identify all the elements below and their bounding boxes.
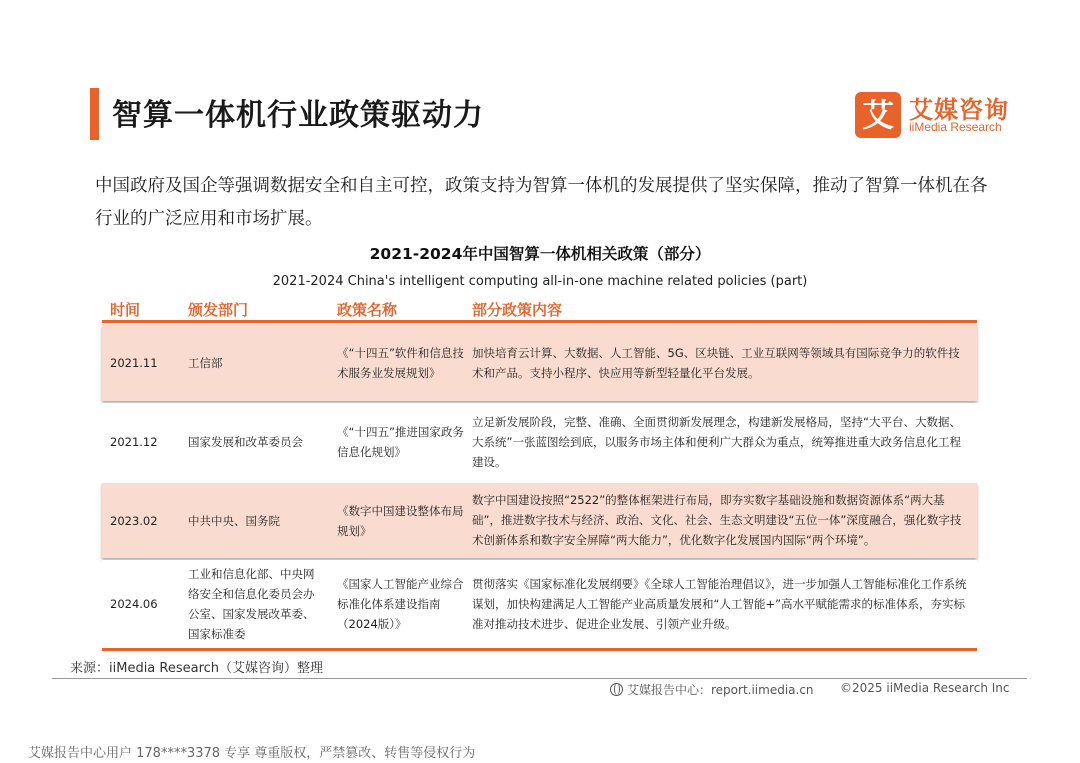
row-time: 2023.02 [110, 513, 158, 528]
row-policy-content: 加快培育云计算、大数据、人工智能、5G、区块链、工业互联网等领域具有国际竞争力的软件技术和产品。支持小程序、快应用等新型轻量化平台发展。 [472, 346, 960, 380]
user-watermark: 艾媒报告中心用户 178****3378 专享 尊重版权，严禁篡改、转售等侵权行为 [28, 746, 476, 761]
table-row [102, 403, 977, 481]
source-note: 来源：iiMedia Research（艾媒咨询）整理 [70, 661, 324, 676]
table-row [102, 560, 977, 648]
footer-divider [52, 678, 1027, 679]
logo-en-text: iiMedia Research [909, 120, 1002, 134]
row-dept: 国家发展和改革委员会 [188, 435, 303, 449]
title-accent-bar [90, 88, 99, 140]
intro-paragraph: 中国政府及国企等强调数据安全和自主可控，政策支持为智算一体机的发展提供了坚实保障，推动了智算一体机在各行业的广泛应用和市场扩展。 [95, 176, 988, 229]
table-title-cn: 2021-2024年中国智算一体机相关政策（部分） [369, 245, 711, 263]
table-bottom-rule [102, 648, 977, 651]
globe-icon [610, 683, 623, 696]
row-policy-content: 立足新发展阶段，完整、准确、全面贯彻新发展理念，构建新发展格局，坚持“大平台、大数据、大系统”一张蓝图绘到底，以服务市场主体和便利广大群众为重点，统筹推进重大政务信息化工程建设。 [472, 415, 961, 469]
iimedia-logo [855, 90, 1025, 140]
row-dept: 工业和信息化部、中央网络安全和信息化委员会办公室、国家发展改革委、国家标准委 [188, 567, 315, 641]
header-time: 时间 [110, 301, 141, 319]
row-time: 2021.12 [110, 435, 158, 449]
logo-mark-icon: 艾 [855, 92, 901, 138]
row-dept: 中共中央、国务院 [188, 513, 280, 528]
header-policy-name: 政策名称 [337, 301, 398, 319]
row-dept: 工信部 [188, 355, 223, 370]
row-policy-name: 《“十四五”推进国家政务信息化规划》 [337, 425, 464, 459]
header-policy-content: 部分政策内容 [472, 301, 563, 319]
row-time: 2021.11 [110, 355, 158, 370]
row-policy-content: 贯彻落实《国家标准化发展纲要》《全球人工智能治理倡议》，进一步加强人工智能标准化工作系统谋划，加快构建满足人工智能产业高质量发展和“人工智能+”高水平赋能需求的标准体系，夯实标准对推动技术进步、促进企业发展、引领产业升级。 [472, 577, 967, 631]
row-time: 2024.06 [110, 597, 158, 611]
logo-cn-text: 艾媒咨询 [909, 96, 1009, 124]
row-policy-name: 《“十四五”软件和信息技术服务业发展规划》 [337, 346, 464, 380]
row-policy-name: 《数字中国建设整体布局规划》 [337, 504, 464, 538]
table-row [102, 324, 977, 401]
row-policy-content: 数字中国建设按照“2522”的整体框架进行布局，即夯实数字基础设施和数据资源体系“两大基础”，推进数字技术与经济、政治、文化、社会、生态文明建设“五位一体”深度融合，强化数字技术创新体系和数字安全屏障“两大能力”，优化数字化发展国内国际“两个环境”。 [472, 493, 962, 547]
row-policy-name: 《国家人工智能产业综合标准化体系建设指南（2024版）》 [337, 577, 464, 631]
footer-copyright: ©2025 iiMedia Research Inc [840, 681, 1010, 695]
table-row [102, 483, 977, 558]
header-dept: 颁发部门 [188, 301, 249, 319]
footer-site [610, 681, 814, 698]
table-title-en: 2021-2024 China's intelligent computing all-in-one machine related policies (part) [272, 274, 808, 289]
header-rule [102, 320, 977, 323]
footer-site-text: 艾媒报告中心：report.iimedia.cn [627, 683, 814, 697]
page-title: 智算一体机行业政策驱动力 [112, 98, 484, 133]
table-header [102, 296, 977, 322]
